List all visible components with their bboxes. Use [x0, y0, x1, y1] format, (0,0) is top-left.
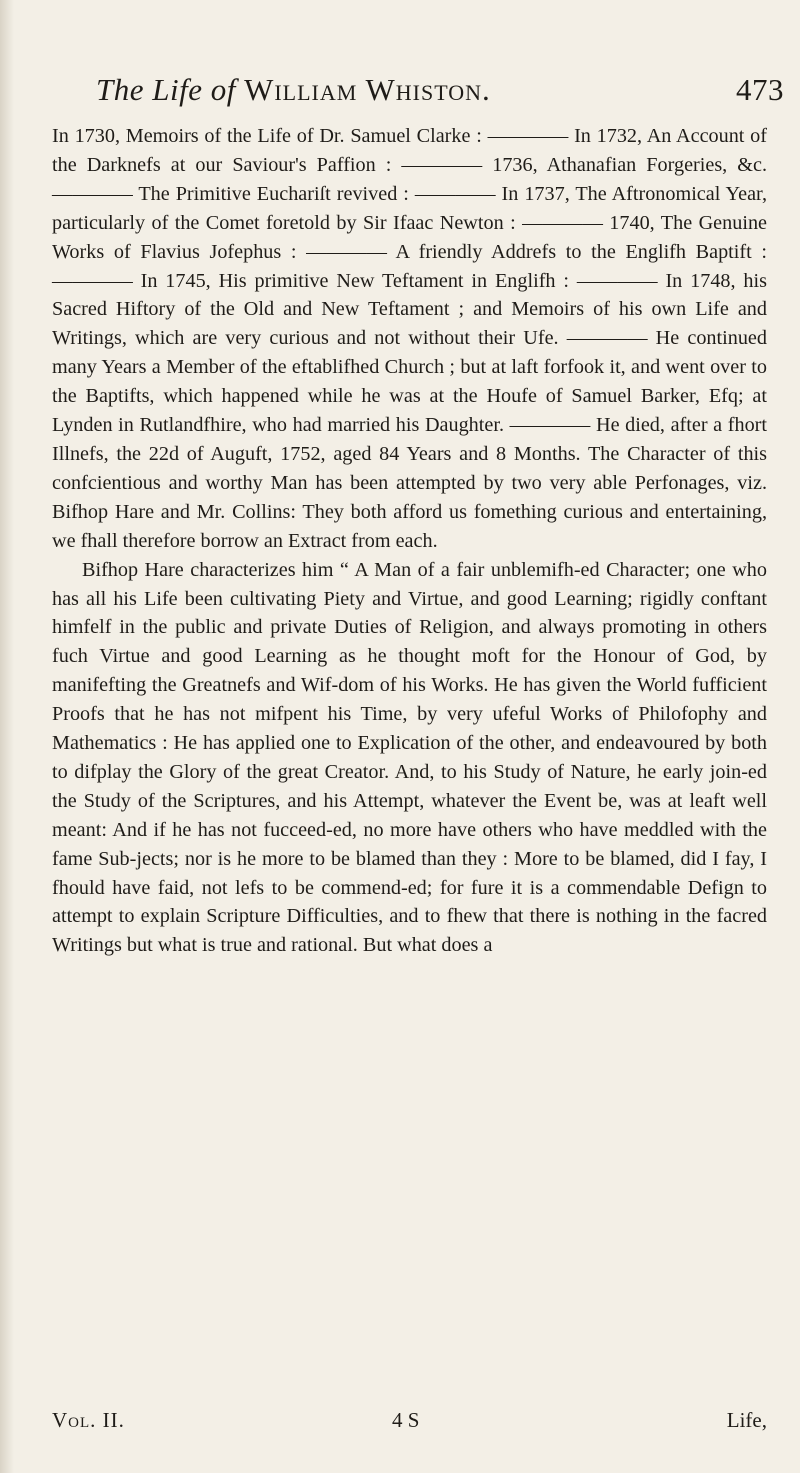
- running-header: [96, 72, 784, 108]
- header-title-italic: The Life of: [96, 72, 236, 107]
- page-number: 473: [736, 72, 784, 107]
- signature-mark: 4 S: [392, 1408, 420, 1432]
- page-footer: [52, 1408, 767, 1438]
- page-gutter-shadow: [0, 0, 14, 1473]
- paragraph-works-list: In 1730, Memoirs of the Life of Dr. Samuel Clarke : ———— In 1732, An Account of the Darknefs at our Saviour's Paffion : ———— 1736, Athanafian Forgeries, &c. ———— The Primitive Euchariſt revived : ———— In 1737, The Aftronomical Year, particularly of the Comet foretold by Sir Ifaac Newton : ———— 1740, The Genuine Works of Flavius Jofephus : ———— A friendly Addrefs to the Englifh Baptift : ———— In 1745, His primitive New Teftament in Englifh : ———— In 1748, his Sacred Hiftory of the Old and New Teftament ; and Memoirs of his own Life and Writings, which are very curious and not without their Ufe. ———— He continued many Years a Member of the eftablifhed Church ; but at laft forfook it, and went over to the Baptifts, which happened while he was at the Houfe of Samuel Barker, Efq; at Lynden in Rutlandfhire, who had married his Daughter. ———— He died, after a fhort Illnefs, the 22d of Auguft, 1752, aged 84 Years and 8 Months. The Character of this confcientious and worthy Man has been attempted by two very able Perfonages, viz. Bifhop Hare and Mr. Collins: They both afford us fomething curious and entertaining, we fhall therefore borrow an Extract from each.: [52, 125, 767, 552]
- catchword: Life,: [726, 1408, 767, 1432]
- paragraph-hare-character: Bifhop Hare characterizes him “ A Man of a fair unblemifh-ed Character; one who has all his Life been cultivating Piety and Virtue, and good Learning; rigidly conftant himfelf in the public and private Duties of Religion, and always promoting in others fuch Virtue and good Learning as he thought moft for the Honour of God, by manifefting the Greatnefs and Wif-dom of his Works. He has given the World fufficient Proofs that he has not mifpent his Time, by very ufeful Works of Philofophy and Mathematics : He has applied one to Explication of the other, and endeavoured by both to difplay the Glory of the great Creator. And, to his Study of Nature, he early join-ed the Study of the Scriptures, and his Attempt, whatever the Event be, was at leaft well meant: And if he has not fucceed-ed, no more have others who have meddled with the fame Sub-jects; nor is he more to be blamed than they : More to be blamed, did I fay, I fhould have faid, not lefs to be commend-ed; for fure it is a commendable Defign to attempt to explain Scripture Difficulties, and to fhew that there is nothing in the facred Writings but what is true and rational. But what does a: [52, 558, 767, 957]
- volume-label: Vol. II.: [52, 1408, 125, 1432]
- header-title-name: William Whiston.: [244, 72, 491, 107]
- page-body: [52, 122, 767, 960]
